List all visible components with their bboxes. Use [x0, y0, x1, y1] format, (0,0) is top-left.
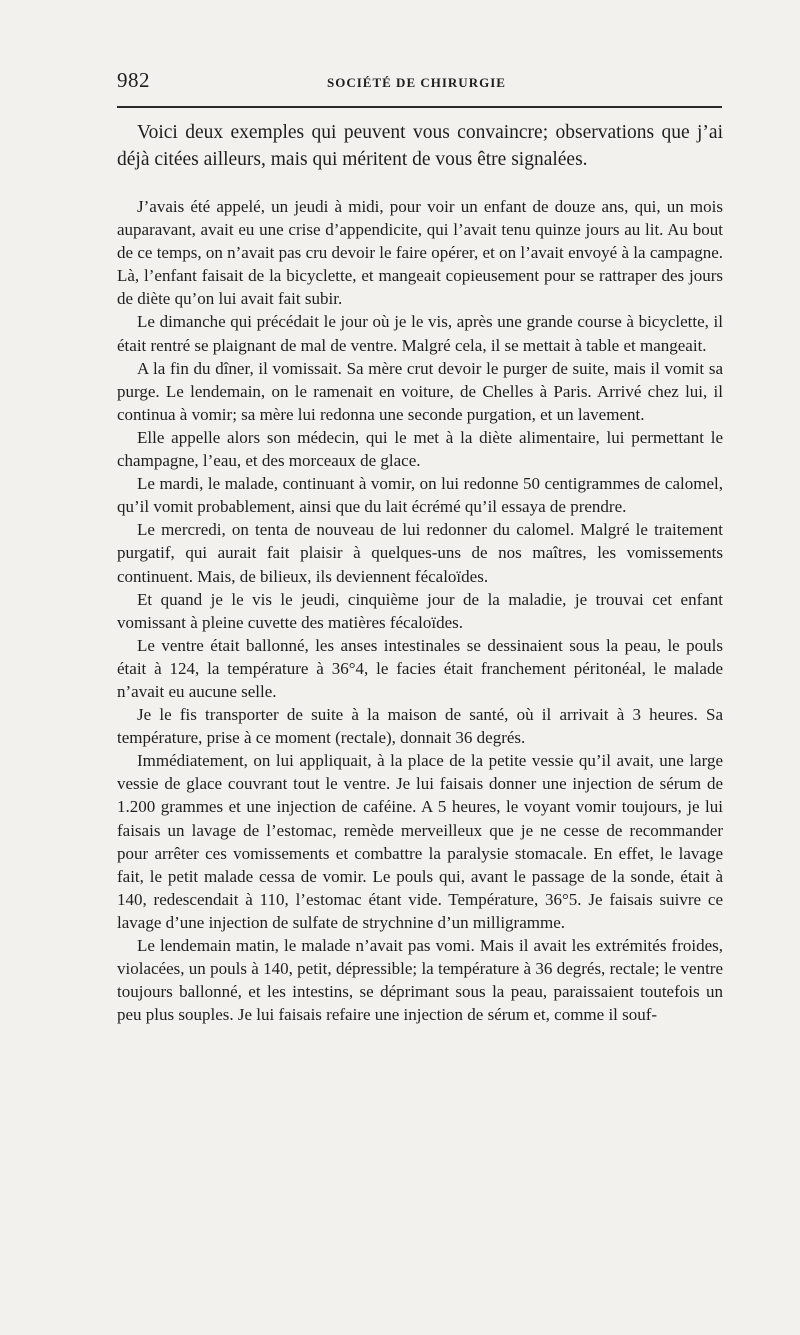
paragraph: Le lendemain matin, le malade n’avait pas vomi. Mais il avait les extrémités froides, violacées, un pouls à 140, petit, dépressible; la température à 36 degrés, rectale; le ventre toujours ballonné, et les intestins, se déprimant sous la peau, paraissaient toutefois un peu plus souples. Je lui faisais refaire une injection de sérum et, comme il souf- [117, 936, 723, 1025]
paragraph: Le dimanche qui précédait le jour où je le vis, après une grande course à bicyclette, il était rentré se plaignant de mal de ventre. Malgré cela, il se mettait à table et mangeait. [117, 312, 723, 355]
page-number: 982 [117, 68, 150, 92]
paragraph: Le mercredi, on tenta de nouveau de lui redonner du calomel. Malgré le traitement purgatif, qui aurait fait plaisir à quelques-uns de nos maîtres, les vomissements continuent. Mais, de bilieux, ils deviennent fécaloïdes. [117, 520, 723, 586]
paragraph: Le mardi, le malade, continuant à vomir, on lui redonne 50 centigrammes de calomel, qu’il vomit probablement, ainsi que du lait écrémé qu’il essaya de prendre. [117, 474, 723, 517]
header-rule [117, 106, 722, 108]
page-header [117, 64, 723, 104]
paragraph: Et quand je le vis le jeudi, cinquième jour de la maladie, je trouvai cet enfant vomissant à pleine cuvette des matières fécaloïdes. [117, 589, 723, 632]
running-title: SOCIÉTÉ DE CHIRURGIE [327, 75, 506, 90]
paragraph: Voici deux exemples qui peuvent vous convaincre; observations que j’ai déjà citées ailleurs, mais qui méritent de vous être signalées. [117, 122, 723, 170]
body-text [117, 120, 723, 1026]
paragraph: J’avais été appelé, un jeudi à midi, pour voir un enfant de douze ans, qui, un mois auparavant, avait eu une crise d’appendicite, qui l’avait tenu quinze jours au lit. Au bout de ce temps, on n’avait pas cru devoir le faire opérer, et on l’avait envoyé à la campagne. Là, l’enfant faisait de la bicyclette, et mangeait copieusement pour se rattraper des jours de diète qu’on lui avait fait subir. [117, 197, 723, 309]
paragraph: Elle appelle alors son médecin, qui le met à la diète alimentaire, lui permettant le champagne, l’eau, et des morceaux de glace. [117, 427, 723, 471]
paragraph: Le ventre était ballonné, les anses intestinales se dessinaient sous la peau, le pouls était à 124, la température à 36°4, le facies était franchement péritonéal, le malade n’avait eu aucune selle. [117, 635, 723, 701]
paragraph: Immédiatement, on lui appliquait, à la place de la petite vessie qu’il avait, une large vessie de glace couvrant tout le ventre. Je lui faisais donner une injection de sérum de 1.200 grammes et une injection de caféine. A 5 heures, le voyant vomir toujours, je lui faisais un lavage de l’estomac, remède merveilleux que je ne cesse de recommander pour arrêter ces vomissements et combattre la paralysie stomacale. En effet, le lavage fait, le petit malade cessa de vomir. Le pouls qui, avant le passage de la sonde, était à 140, redescendait à 110, l’estomac étant vide. Température, 36°5. Je faisais suivre ce lavage d’une injection de sulfate de strychnine d’un milligramme. [117, 751, 723, 932]
paragraph: A la fin du dîner, il vomissait. Sa mère crut devoir le purger de suite, mais il vomit sa purge. Le lendemain, on le ramenait en voiture, de Chelles à Paris. Arrivé chez lui, il continua à vomir; sa mère lui redonna une seconde purgation, et un lavement. [117, 358, 723, 424]
paragraph: Je le fis transporter de suite à la maison de santé, où il arrivait à 3 heures. Sa température, prise à ce moment (rectale), donnait 36 degrés. [117, 705, 723, 748]
